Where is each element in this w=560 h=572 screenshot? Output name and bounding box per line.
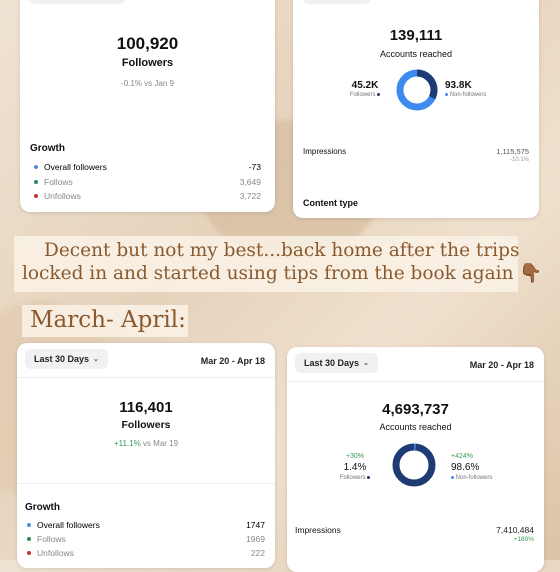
nonfollowers-change: +424%: [451, 453, 473, 460]
divider: [287, 381, 544, 382]
row-label: Follows: [37, 534, 66, 544]
followers-donut: [395, 68, 439, 112]
divider: [17, 377, 275, 378]
row-value: 222: [250, 548, 265, 558]
nonfollowers-label: Non-followers: [455, 475, 493, 481]
followers-percent: 1.4%: [343, 462, 367, 473]
nonfollowers-stat: [451, 453, 515, 481]
impressions-value: 1,115,575: [496, 147, 529, 156]
followers-value: 45.2K: [351, 80, 379, 91]
impressions-label: Impressions: [303, 147, 347, 156]
change-percent: +11.1%: [113, 439, 141, 448]
march-april-heading: March- April:: [30, 307, 186, 333]
row-label: Unfollows: [44, 191, 81, 201]
row-label: Overall followers: [37, 520, 100, 530]
followers-card-march: [17, 343, 275, 568]
date-range-dropdown[interactable]: [295, 353, 378, 373]
accounts-reached-count: 139,111: [389, 27, 443, 44]
nonfollowers-value: 93.8K: [445, 80, 472, 91]
followers-label: Followers: [121, 57, 174, 69]
divider: [17, 483, 275, 484]
impressions-label: Impressions: [295, 525, 341, 535]
date-range-text: Mar 20 - Apr 18: [200, 356, 265, 366]
change-comparison: vs Mar 19: [140, 439, 179, 448]
accounts-reached-count: 4,693,737: [382, 401, 449, 418]
row-value: 1969: [246, 534, 265, 544]
date-range-dropdown[interactable]: [303, 0, 371, 4]
growth-row: [34, 162, 261, 172]
reach-card-march: [287, 347, 544, 572]
red-dot-icon: [27, 551, 31, 555]
date-range-dropdown[interactable]: [25, 349, 108, 369]
nonfollowers-percent: 98.6%: [451, 462, 480, 473]
row-label: Overall followers: [44, 162, 107, 172]
caption-line-2-text: locked in and started using tips from the book again: [22, 263, 514, 284]
blue-dot-icon: [34, 165, 38, 169]
row-value: 1747: [246, 520, 265, 530]
row-label: Follows: [44, 177, 73, 187]
green-dot-icon: [34, 180, 38, 184]
growth-title: Growth: [30, 143, 65, 154]
impressions-change: +180%: [513, 536, 534, 543]
followers-card-jan: [20, 0, 275, 212]
growth-row: [27, 520, 265, 530]
dark-blue-dot-icon: [377, 93, 380, 96]
followers-change: -0.1% vs Jan 9: [121, 79, 174, 88]
nonfollowers-label: Non-followers: [449, 92, 487, 98]
followers-label: Followers: [121, 419, 171, 431]
date-range-dropdown[interactable]: [28, 0, 126, 4]
light-blue-dot-icon: [445, 93, 448, 96]
light-blue-dot-icon: [451, 476, 454, 479]
growth-row: [34, 191, 261, 201]
growth-row: [27, 548, 265, 558]
chevron-down-icon: ⌄: [93, 356, 99, 363]
followers-stat: [345, 80, 385, 98]
reach-donut: [391, 442, 437, 488]
pointing-down-emoji: 👇🏾: [519, 263, 543, 284]
followers-change: +30%: [345, 453, 365, 460]
red-dot-icon: [34, 194, 38, 198]
growth-title: Growth: [25, 502, 60, 513]
caption-line-1: Decent but not my best...back home after the trips: [44, 240, 520, 261]
dark-blue-dot-icon: [367, 476, 370, 479]
date-range-label: Last 30 Days: [34, 354, 90, 364]
chevron-down-icon: ⌄: [363, 360, 369, 367]
followers-count: 100,920: [116, 34, 179, 53]
followers-label: Followers: [349, 92, 376, 98]
row-value: 3,722: [239, 191, 261, 201]
content-type-heading: Content type: [303, 198, 358, 208]
growth-row: [27, 534, 265, 544]
followers-stat: [333, 453, 377, 481]
followers-count: 116,401: [119, 399, 173, 416]
reach-card-jan: [293, 0, 539, 218]
accounts-reached-label: Accounts reached: [379, 422, 452, 432]
impressions-change: -10.1%: [509, 157, 529, 163]
followers-label: Followers: [339, 475, 366, 481]
green-dot-icon: [27, 537, 31, 541]
date-range-label: Last 30 Days: [304, 358, 360, 368]
date-range-text: Mar 20 - Apr 18: [469, 360, 534, 370]
row-value: -73: [248, 162, 261, 172]
blue-dot-icon: [27, 523, 31, 527]
row-label: Unfollows: [37, 548, 74, 558]
growth-row: [34, 177, 261, 187]
followers-change: [17, 439, 275, 448]
impressions-value: 7,410,484: [496, 525, 534, 535]
nonfollowers-stat: [445, 80, 507, 98]
row-value: 3,649: [239, 177, 261, 187]
accounts-reached-label: Accounts reached: [379, 49, 453, 59]
caption-line-2: [22, 265, 542, 284]
